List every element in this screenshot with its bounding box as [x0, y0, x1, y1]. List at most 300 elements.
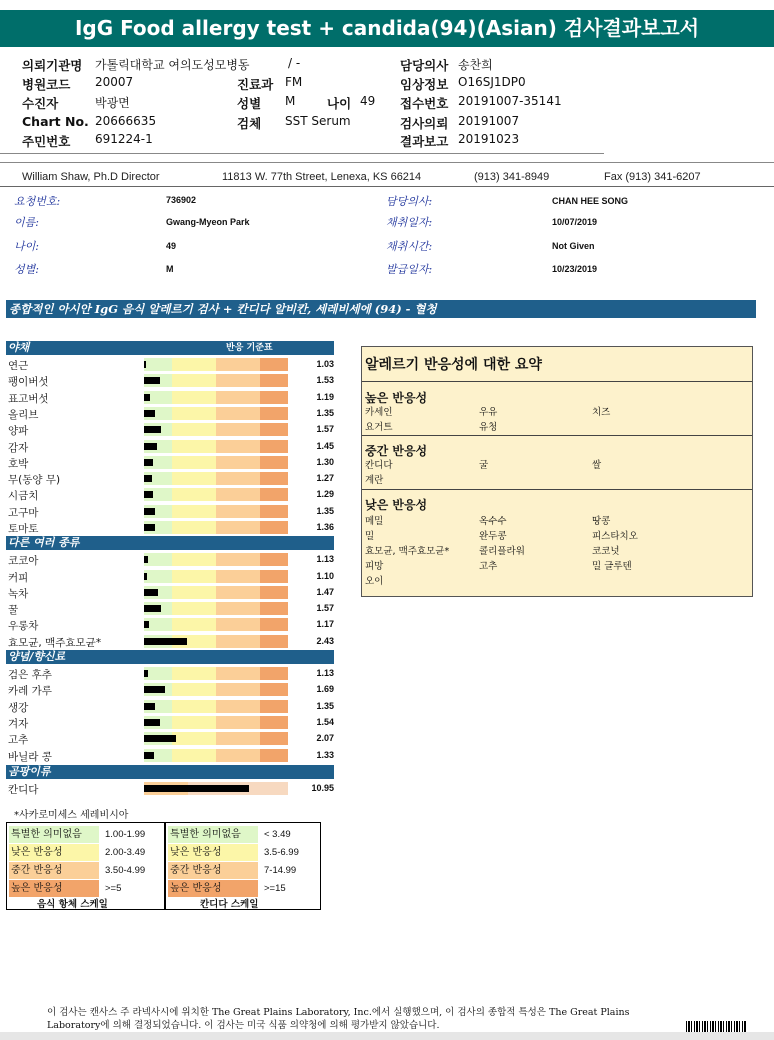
result-value: 1.53 — [316, 375, 334, 385]
result-bar — [144, 638, 187, 645]
scale-zone-low — [172, 521, 216, 534]
summary-item: 옥수수 — [479, 516, 507, 527]
food-name: 녹차 — [8, 588, 29, 600]
scale-zone-moderate — [216, 618, 260, 631]
result-value: 1.69 — [316, 684, 334, 694]
food-name: 무(동양 무) — [8, 474, 61, 486]
food-name: 꿀 — [8, 604, 19, 616]
result-value: 1.45 — [316, 441, 334, 451]
food-result-row — [0, 422, 340, 438]
food-result-row — [0, 666, 340, 682]
scale-zone-moderate — [216, 700, 260, 713]
result-bar — [144, 394, 150, 401]
scale-zone-high — [260, 391, 288, 404]
result-bar — [144, 459, 153, 466]
scale-zone-low — [172, 553, 216, 566]
food-result-row — [0, 731, 340, 747]
result-value: 1.27 — [316, 473, 334, 483]
scale-zone-moderate — [216, 635, 260, 648]
food-name: 감자 — [8, 442, 29, 454]
result-bar — [144, 573, 147, 580]
food-result-row — [0, 748, 340, 764]
lab-address: 11813 W. 77th Street, Lenexa, KS 66214 — [222, 171, 422, 183]
header-label: 병원코드 — [22, 77, 71, 92]
header-label: 주민번호 — [22, 134, 71, 149]
summary-item: 피망 — [365, 561, 384, 572]
patient-value: Not Given — [552, 241, 595, 251]
header-label: 의뢰기관명 — [22, 58, 83, 73]
summary-item: 땅콩 — [592, 516, 611, 527]
result-bar — [144, 589, 158, 596]
legend-swatch: 중간 반응성 — [9, 862, 99, 879]
reactivity-scale — [144, 618, 288, 631]
summary-low-heading: 낮은 반응성 — [365, 498, 428, 512]
summary-item: 유청 — [479, 422, 498, 433]
scale-zone-none — [144, 553, 172, 566]
patient-label: 이름: — [14, 216, 39, 229]
scale-zone-high — [260, 488, 288, 501]
reactivity-scale — [144, 553, 288, 566]
divider — [362, 489, 752, 490]
scale-zone-high — [260, 570, 288, 583]
food-result-row — [0, 715, 340, 731]
header-value: 가톨릭대학교 여의도성모병동 — [95, 58, 250, 72]
candida-scale-legend — [165, 822, 321, 910]
scale-zone-low — [172, 716, 216, 729]
summary-item: 피스타치오 — [592, 531, 638, 542]
category-header: 다른 여러 종류 — [6, 536, 334, 550]
food-result-row — [0, 569, 340, 585]
result-value: 1.29 — [316, 489, 334, 499]
scale-zone-high — [260, 472, 288, 485]
scale-zone-moderate — [216, 423, 260, 436]
header-label: 수진자 — [22, 96, 59, 111]
scale-zone-low — [172, 602, 216, 615]
scale-zone-low — [172, 456, 216, 469]
scale-zone-moderate — [216, 586, 260, 599]
header-label: 접수번호 — [400, 96, 449, 111]
summary-item: 고추 — [479, 561, 498, 572]
header-slash: / - — [288, 56, 301, 70]
summary-item: 완두콩 — [479, 531, 507, 542]
legend-swatch: 특별한 의미없음 — [9, 826, 99, 843]
scale-zone-high — [260, 716, 288, 729]
summary-high-heading: 높은 반응성 — [365, 391, 428, 405]
result-bar — [144, 621, 149, 628]
legend-range: >=15 — [264, 883, 286, 894]
summary-item: 카세인 — [365, 407, 393, 418]
scale-zone-high — [260, 440, 288, 453]
scale-zone-high — [260, 358, 288, 371]
category-header: 야채 반응 기준표 — [6, 341, 334, 355]
scale-zone-moderate — [216, 602, 260, 615]
result-bar — [144, 443, 157, 450]
patient-value: 49 — [166, 241, 177, 251]
header-age-value: 49 — [360, 94, 376, 108]
food-name: 바닐라 콩 — [8, 751, 52, 763]
result-bar — [144, 361, 146, 368]
scale-zone-high — [260, 602, 288, 615]
patient-value: M — [166, 264, 174, 274]
result-value: 1.17 — [316, 619, 334, 629]
food-name: 우롱차 — [8, 620, 39, 632]
reactivity-scale — [144, 602, 288, 615]
food-result-row — [0, 520, 340, 536]
reactivity-scale — [144, 586, 288, 599]
scale-zone-moderate — [216, 440, 260, 453]
header-label: Chart No. — [22, 114, 89, 129]
scale-zone-moderate — [216, 358, 260, 371]
result-value: 1.30 — [316, 457, 334, 467]
scale-zone-high — [260, 407, 288, 420]
header-value: 20191023 — [458, 132, 520, 146]
food-name: 팽이버섯 — [8, 376, 49, 388]
food-name: 고추 — [8, 734, 29, 746]
food-name: 겨자 — [8, 718, 29, 730]
result-value: 1.54 — [316, 717, 334, 727]
food-result-row — [0, 406, 340, 422]
reactivity-scale — [144, 570, 288, 583]
divider — [362, 435, 752, 436]
result-bar — [144, 377, 160, 384]
lab-director: William Shaw, Ph.D Director — [22, 171, 160, 183]
result-bar — [144, 719, 160, 726]
food-result-row — [0, 455, 340, 471]
scale-zone-moderate — [216, 732, 260, 745]
food-name: 효모균, 맥주효모균* — [8, 637, 102, 649]
report-title-bar: IgG Food allergy test + candida(94)(Asian) 검사결과보고서 — [0, 10, 774, 47]
result-value: 1.13 — [316, 554, 334, 564]
summary-item: 콜리플라워 — [479, 546, 525, 557]
scale-zone-moderate — [216, 683, 260, 696]
scale-zone-none — [144, 358, 172, 371]
result-value: 1.10 — [316, 571, 334, 581]
patient-value: CHAN HEE SONG — [552, 196, 629, 206]
scale-zone-moderate — [216, 570, 260, 583]
legend-swatch: 중간 반응성 — [168, 862, 258, 879]
summary-item: 코코넛 — [592, 546, 620, 557]
food-result-row — [0, 504, 340, 520]
food-result-row — [0, 552, 340, 568]
result-value: 1.47 — [316, 587, 334, 597]
divider — [0, 153, 604, 154]
legend-range: 3.5-6.99 — [264, 847, 299, 858]
header-label: 담당의사 — [400, 58, 449, 73]
scale-zone-low — [172, 749, 216, 762]
legend-range: 1.00-1.99 — [105, 829, 146, 840]
result-bar — [144, 785, 249, 792]
candida-scale-caption: 칸디다 스케일 — [200, 899, 259, 910]
scale-zone-low — [172, 586, 216, 599]
summary-item: 요거트 — [365, 422, 393, 433]
food-name: 칸디다 — [8, 784, 39, 796]
scale-zone-high — [260, 732, 288, 745]
header-label: 임상정보 — [400, 77, 449, 92]
summary-item: 우유 — [479, 407, 498, 418]
header-value: 691224-1 — [95, 132, 153, 146]
food-name: 토마토 — [8, 523, 39, 535]
legend-range: < 3.49 — [264, 829, 291, 840]
food-result-row — [0, 390, 340, 406]
page-bottom-strip — [0, 1032, 774, 1040]
summary-item: 밀 — [365, 531, 375, 542]
food-name: 연근 — [8, 360, 29, 372]
scale-zone-moderate — [216, 553, 260, 566]
food-result-row — [0, 634, 340, 650]
category-header: 양념/향신료 — [6, 650, 334, 664]
patient-value: 10/07/2019 — [552, 217, 598, 227]
scale-zone-moderate — [216, 391, 260, 404]
scale-zone-high — [260, 423, 288, 436]
scale-zone-high — [260, 667, 288, 680]
result-value: 10.95 — [311, 783, 334, 793]
scale-zone-low — [172, 391, 216, 404]
result-bar — [144, 605, 161, 612]
patient-value: 10/23/2019 — [552, 264, 598, 274]
scale-zone-high — [260, 618, 288, 631]
category-header: 곰팡이류 — [6, 765, 334, 779]
summary-title: 알레르기 반응성에 대한 요약 — [365, 357, 542, 373]
scale-zone-low — [172, 732, 216, 745]
scale-zone-low — [172, 618, 216, 631]
legend-swatch: 특별한 의미없음 — [168, 826, 258, 843]
result-bar — [144, 410, 155, 417]
patient-label: 성별: — [14, 263, 39, 276]
summary-item: 쌀 — [592, 460, 602, 471]
food-result-row — [0, 682, 340, 698]
food-name: 양파 — [8, 425, 29, 437]
header-value: M — [285, 94, 296, 108]
header-value: 20191007-35141 — [458, 94, 562, 108]
food-name: 올리브 — [8, 409, 39, 421]
result-bar — [144, 703, 155, 710]
food-name: 커피 — [8, 572, 29, 584]
result-value: 1.57 — [316, 424, 334, 434]
header-label: 진료과 — [237, 77, 274, 92]
food-name: 코코아 — [8, 555, 39, 567]
scale-zone-high — [260, 700, 288, 713]
header-value: 20007 — [95, 75, 134, 89]
result-value: 1.35 — [316, 506, 334, 516]
legend-range: >=5 — [105, 883, 122, 894]
result-value: 1.35 — [316, 701, 334, 711]
result-value: 2.43 — [316, 636, 334, 646]
header-value: 박광면 — [95, 96, 130, 110]
food-name: 표고버섯 — [8, 393, 49, 405]
scale-zone-low — [172, 700, 216, 713]
legend-swatch: 높은 반응성 — [168, 880, 258, 897]
result-bar — [144, 508, 155, 515]
patient-label: 요청번호: — [14, 195, 61, 208]
reactivity-scale — [144, 407, 288, 420]
footnote: *사카로미세스 세레비시아 — [14, 810, 129, 821]
header-value: 20191007 — [458, 114, 520, 128]
reactivity-scale — [144, 440, 288, 453]
lab-phone: (913) 341-8949 — [474, 171, 550, 183]
scale-zone-moderate — [216, 749, 260, 762]
result-value: 2.07 — [316, 733, 334, 743]
scale-zone-none — [144, 570, 172, 583]
result-bar — [144, 556, 148, 563]
divider — [0, 162, 774, 163]
scale-zone-moderate — [216, 472, 260, 485]
patient-value: Gwang-Myeon Park — [166, 217, 250, 227]
scale-zone-moderate — [216, 667, 260, 680]
scale-zone-high — [260, 505, 288, 518]
reactivity-scale — [144, 472, 288, 485]
food-scale-caption: 음식 항체 스케일 — [37, 899, 108, 910]
summary-item: 효모균, 맥주효모균* — [365, 546, 450, 557]
summary-item: 굴 — [479, 460, 489, 471]
scale-zone-low — [172, 505, 216, 518]
reactivity-scale — [144, 749, 288, 762]
scale-zone-low — [172, 570, 216, 583]
scale-zone-low — [172, 472, 216, 485]
reactivity-scale — [144, 391, 288, 404]
panel-title: 종합적인 아시안 IgG 음식 알레르기 검사 + 칸디다 알비칸, 세레비세에 (94) - 혈청 — [6, 300, 756, 318]
scale-zone-low — [172, 407, 216, 420]
food-result-row — [0, 357, 340, 373]
header-value: 20666635 — [95, 114, 157, 128]
scale-zone-high — [260, 749, 288, 762]
reactivity-scale — [144, 374, 288, 387]
summary-item: 오이 — [365, 576, 384, 587]
patient-label: 담당의사: — [386, 195, 433, 208]
scale-zone-high — [260, 521, 288, 534]
legend-range: 2.00-3.49 — [105, 847, 146, 858]
summary-item: 계란 — [365, 475, 384, 486]
footer-disclaimer: 이 검사는 캔사스 주 라넥사시에 위치한 The Great Plains Laboratory, Inc.에서 실행했으며, 이 검사의 종합적 특성은 The Great Plains Laboratory에 의해 결정되었습니다. 이 검사는 미국 식품 의약청에 의해 평가받지 않았습니다. — [47, 1007, 630, 1031]
food-name: 호박 — [8, 458, 29, 470]
result-bar — [144, 686, 165, 693]
result-bar — [144, 491, 153, 498]
reactivity-scale — [144, 488, 288, 501]
food-name: 카레 가루 — [8, 685, 52, 697]
scale-zone-low — [172, 683, 216, 696]
scale-zone-moderate — [216, 716, 260, 729]
result-value: 1.57 — [316, 603, 334, 613]
scale-zone-none — [144, 667, 172, 680]
patient-value: 736902 — [166, 195, 197, 205]
scale-zone-low — [172, 440, 216, 453]
scale-zone-moderate — [216, 374, 260, 387]
summary-moderate-heading: 중간 반응성 — [365, 444, 428, 458]
food-result-row — [0, 601, 340, 617]
food-name: 생강 — [8, 702, 29, 714]
scale-zone-moderate — [216, 407, 260, 420]
food-result-row — [0, 487, 340, 503]
scale-zone-high — [260, 683, 288, 696]
reactivity-scale — [144, 423, 288, 436]
result-bar — [144, 670, 148, 677]
food-result-row — [0, 439, 340, 455]
header-label: 검체 — [237, 116, 262, 131]
result-bar — [144, 475, 152, 482]
patient-label: 나이: — [14, 240, 39, 253]
legend-swatch: 낮은 반응성 — [168, 844, 258, 861]
food-result-row — [0, 617, 340, 633]
result-value: 1.36 — [316, 522, 334, 532]
lab-fax: Fax (913) 341-6207 — [604, 171, 701, 183]
barcode — [686, 1021, 746, 1032]
header-label: 결과보고 — [400, 134, 449, 149]
scale-header: 반응 기준표 — [226, 343, 273, 353]
legend-swatch: 높은 반응성 — [9, 880, 99, 897]
result-value: 1.19 — [316, 392, 334, 402]
reactivity-scale — [144, 521, 288, 534]
scale-zone-high — [260, 635, 288, 648]
legend-range: 3.50-4.99 — [105, 865, 146, 876]
patient-label: 채취시간: — [386, 240, 433, 253]
food-result-row — [0, 373, 340, 389]
header-label: 검사의뢰 — [400, 116, 449, 131]
header-age-label: 나이 — [327, 96, 352, 111]
allergy-summary-box — [361, 346, 753, 597]
summary-item: 치즈 — [592, 407, 611, 418]
reactivity-scale — [144, 700, 288, 713]
scale-zone-low — [172, 488, 216, 501]
scale-zone-moderate — [216, 456, 260, 469]
scale-zone-moderate — [216, 505, 260, 518]
food-name: 고구마 — [8, 507, 39, 519]
scale-zone-moderate — [216, 521, 260, 534]
scale-zone-low — [172, 667, 216, 680]
reactivity-scale — [144, 456, 288, 469]
scale-zone-high — [260, 553, 288, 566]
summary-item: 메밀 — [365, 516, 384, 527]
scale-zone-high — [260, 374, 288, 387]
result-bar — [144, 752, 154, 759]
scale-zone-low — [172, 358, 216, 371]
reactivity-scale — [144, 505, 288, 518]
header-value: FM — [285, 75, 303, 89]
scale-zone-high — [260, 456, 288, 469]
scale-zone-high — [260, 586, 288, 599]
result-value: 1.35 — [316, 408, 334, 418]
result-value: 1.03 — [316, 359, 334, 369]
header-value: SST Serum — [285, 114, 351, 128]
reactivity-scale — [144, 716, 288, 729]
patient-label: 채취일자: — [386, 216, 433, 229]
patient-label: 발급일자: — [386, 263, 433, 276]
scale-zone-moderate — [216, 488, 260, 501]
food-name: 검은 후추 — [8, 669, 52, 681]
divider — [0, 186, 774, 187]
scale-zone-low — [172, 374, 216, 387]
result-bar — [144, 735, 176, 742]
food-result-row — [0, 585, 340, 601]
result-bar — [144, 524, 155, 531]
food-scale-legend — [6, 822, 165, 910]
food-result-row — [0, 781, 340, 797]
result-value: 1.13 — [316, 668, 334, 678]
food-result-row — [0, 471, 340, 487]
food-name: 시금치 — [8, 490, 39, 502]
divider — [362, 381, 752, 382]
legend-swatch: 낮은 반응성 — [9, 844, 99, 861]
result-value: 1.33 — [316, 750, 334, 760]
header-value: 송찬희 — [458, 58, 493, 72]
reactivity-scale — [144, 358, 288, 371]
reactivity-scale — [144, 683, 288, 696]
header-value: O16SJ1DP0 — [458, 75, 526, 89]
legend-range: 7-14.99 — [264, 865, 297, 876]
summary-item: 밀 글루텐 — [592, 561, 632, 572]
header-label: 성별 — [237, 96, 262, 111]
reactivity-scale — [144, 667, 288, 680]
food-result-row — [0, 699, 340, 715]
result-bar — [144, 426, 161, 433]
